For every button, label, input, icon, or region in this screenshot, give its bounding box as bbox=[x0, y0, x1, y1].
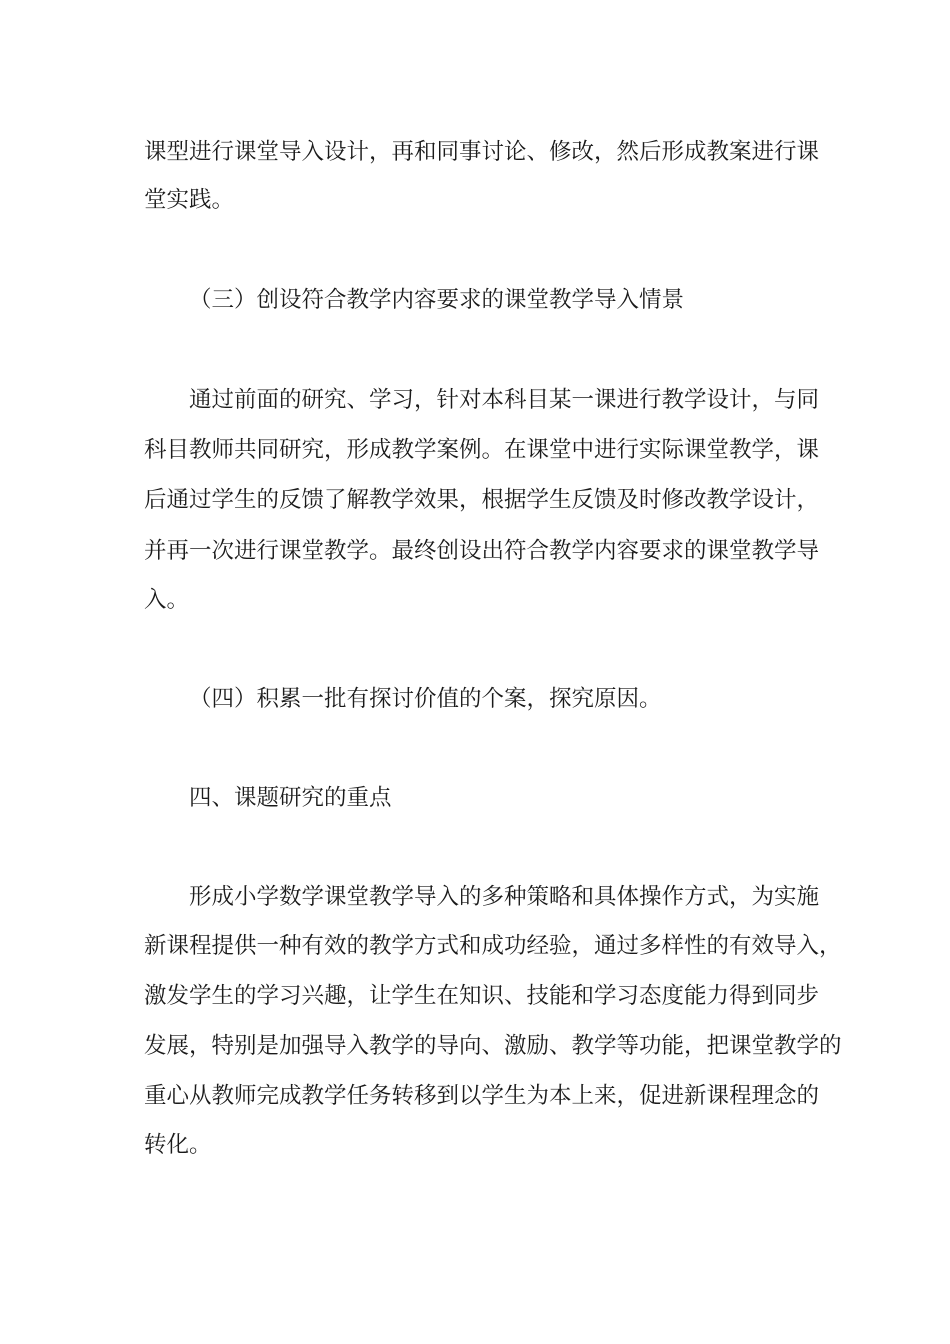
section-heading-4: （四）积累一批有探讨价值的个案，探究原因。 bbox=[189, 686, 662, 712]
text-line: 堂实践。 bbox=[144, 187, 235, 213]
text-line: 激发学生的学习兴趣，让学生在知识、技能和学习态度能力得到同步 bbox=[144, 983, 820, 1009]
text-line: 发展，特别是加强导入教学的导向、激励、教学等功能，把课堂教学的 bbox=[144, 1033, 842, 1059]
text-line: 入。 bbox=[144, 587, 190, 613]
text-line: 并再一次进行课堂教学。最终创设出符合教学内容要求的课堂教学导 bbox=[144, 538, 820, 564]
text-line: 通过前面的研究、学习，针对本科目某一课进行教学设计，与同 bbox=[189, 387, 820, 413]
chapter-heading-research-focus: 四、课题研究的重点 bbox=[189, 785, 392, 811]
text-line: 后通过学生的反馈了解教学效果，根据学生反馈及时修改教学设计， bbox=[144, 487, 820, 513]
section-heading-3: （三）创设符合教学内容要求的课堂教学导入情景 bbox=[189, 287, 685, 313]
text-line: 形成小学数学课堂教学导入的多种策略和具体操作方式，为实施 bbox=[189, 884, 820, 910]
text-line: 重心从教师完成教学任务转移到以学生为本上来，促进新课程理念的 bbox=[144, 1083, 820, 1109]
text-line: 课型进行课堂导入设计，再和同事讨论、修改，然后形成教案进行课 bbox=[144, 139, 820, 165]
text-line: 科目教师共同研究，形成教学案例。在课堂中进行实际课堂教学，课 bbox=[144, 437, 820, 463]
text-line: 新课程提供一种有效的教学方式和成功经验，通过多样性的有效导入， bbox=[144, 933, 842, 959]
text-line: 转化。 bbox=[144, 1132, 212, 1158]
